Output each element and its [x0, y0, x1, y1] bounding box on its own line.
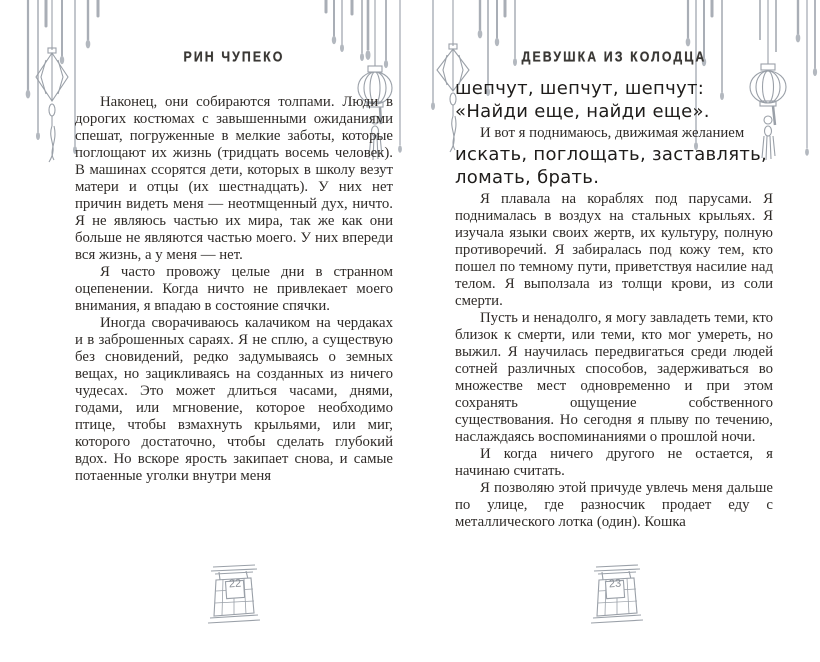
page-number: 23	[608, 577, 622, 591]
page-paragraph: И когда ничего другого не остается, я начинаю считать.	[455, 446, 773, 479]
page-number-well-right	[588, 561, 646, 631]
page-paragraph: Наконец, они собираются толпами. Люди в дорогих костюмах с завышенными ожиданиями спешат, погруженные в мелкие заботы, которые поглощают их жизнь (тридцать восемь человек). В машинах ссорятся дети, которых в школу везут матери и отцы (их шестнадцать). У них нет причин видеть меня — неотмщенный дух, ничто. Я не являюсь частью их мира, так же как они больше не являются частью моего. У них впереди вся жизнь, а у меня — нет.	[75, 94, 393, 263]
page-paragraph: Иногда сворачиваюсь калачиком на чердаках и в заброшенных сараях. Я не сплю, а существую без сновидений, редко задумываясь о земных вещах, но зацикливаясь на созданных из ничего чудесах. Это может длиться часами, днями, годами, или мгновение, которое необходимо птице, чтобы взмахнуть крыльями, или миг, которого достаточно, чтобы сделать глубокий вдох. Но вскоре ярость закипает снова, и самые потаенные уголки внутри меня	[75, 315, 393, 484]
right-page	[455, 48, 773, 568]
page-paragraph: Пусть и ненадолго, я могу завладеть теми, кто близок к смерти, или теми, кто мог умереть, но выжил. Я научилась передвигаться среди людей сотней различных способов, задерживаться во множестве мест одновременно и при этом сохранять ощущение собственного существования. Но сегодня я плыву по течению, наслаждаясь воспоминаниями о прошлой ночи.	[455, 310, 773, 445]
right-page-text	[455, 76, 773, 568]
well-icon	[205, 561, 263, 631]
page-paragraph: И вот я поднимаюсь, движимая желанием	[480, 125, 745, 141]
left-page-text	[75, 76, 393, 564]
page-paragraph: Я плавала на кораблях под парусами. Я поднималась в воздух на стальных крыльях. Я изучала языки своих жертв, их культуру, полную противоречий. Я забиралась под кожу тем, кто пошел по темному пути, приветствуя насилие над телом. Я выползала из толщи крови, из соли смерти.	[455, 191, 773, 309]
page-paragraph: шепчут, шепчут, шепчут: «Найди еще, найди еще».	[455, 78, 710, 122]
paper-lantern-icon	[36, 0, 68, 162]
page-number: 22	[228, 577, 242, 591]
left-page	[75, 48, 393, 564]
page-number-well-left	[205, 561, 263, 631]
running-head-title: ДЕВУШКА ИЗ КОЛОДЦА	[521, 48, 707, 65]
page-paragraph: искать, поглощать, заставлять, ломать, брать.	[455, 144, 768, 188]
page-paragraph: Я часто провожу целые дни в странном оцепенении. Когда ничто не привлекает моего внимания, я впадаю в состояние спячки.	[75, 264, 393, 314]
well-icon	[588, 561, 646, 631]
page-paragraph: Я позволяю этой причуде увлечь меня дальше по улице, где разносчик продает еду с металлического лотка (один). Кошка	[455, 480, 773, 530]
running-head-author: РИН ЧУПЕКО	[183, 48, 285, 65]
